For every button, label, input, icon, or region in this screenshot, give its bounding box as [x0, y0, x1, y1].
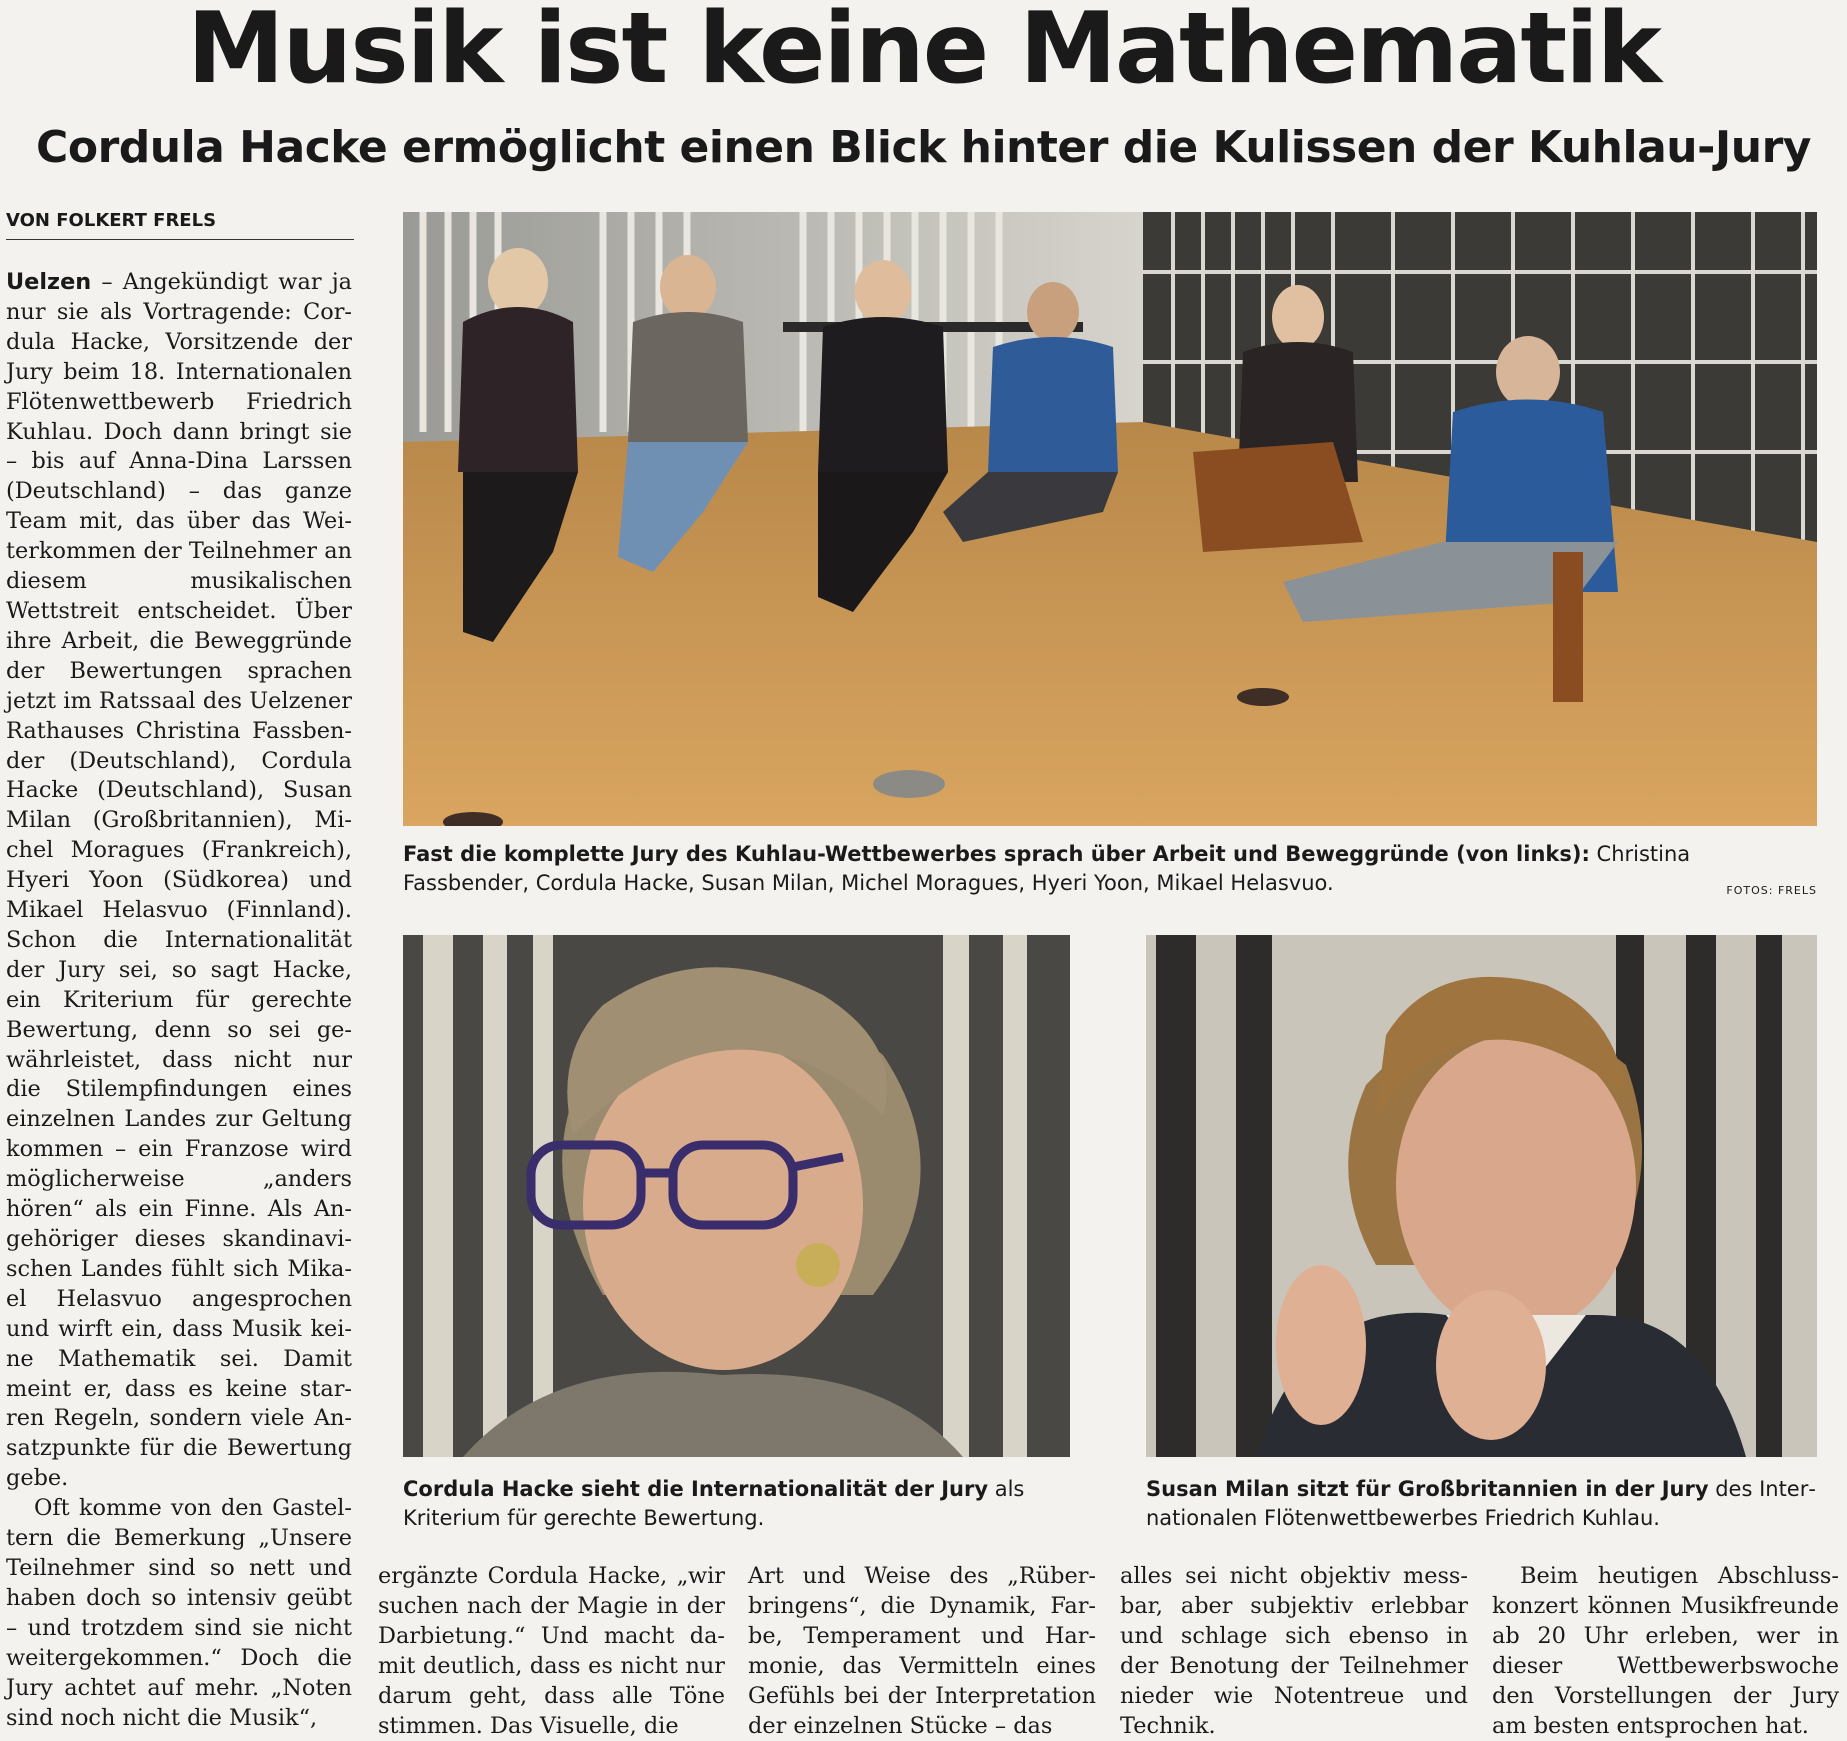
dateline: Uelzen [6, 269, 92, 295]
cordula-hacke-photo [403, 935, 1070, 1457]
article-column-1 [6, 268, 352, 1733]
article-column-4: alles sei nicht objektiv messbar, aber subjektiv erlebbar und schlage sich ebenso in der Benotung der Teilnehmer nieder wie Notentreue und Technik. [1120, 1563, 1468, 1739]
left-caption-text: als Kriterium für gerechte Bewertung. [403, 1477, 1025, 1530]
main-caption-text: Christina Fassbender, Cordula Hacke, Susan Milan, Michel Moragues, Hyeri Yoon, Mikael Helasvuo. [403, 842, 1691, 895]
right-caption-text: des Internationalen Flötenwettbewerbes Friedrich Kuhlau. [1146, 1477, 1816, 1530]
paragraph-1-text: – Angekündigt war ja nur sie als Vortragende: Cordula Hacke, Vorsitzende der Jury beim 18. Internationalen Flötenwettbewerb Friedrich Kuhlau. Doch dann bringt sie – bis auf Anna-Dina Larssen (Deutschland) – das ganze Team mit, das über das Weiterkommen der Teilnehmer an diesem musikalischen Wettstreit entscheidet. Über ihre Arbeit, die Beweggründe der Bewertungen sprachen jetzt im Ratssaal des Uelzener Rathauses Christina Fassbender (Deutschland), Cordula Hacke (Deutschland), Susan Milan (Großbritannien), Michel Moragues (Frankreich), Hyeri Yoon (Südkorea) und Mikael Helasvuo (Finnland). Schon die Internationalität der Jury sei, so sagt Hacke, ein Kriterium für gerechte Bewertung, denn so sei gewährleistet, dass nicht nur die Stilempfindungen eines einzelnen Landes zur Geltung kommen – ein Franzose wird möglicherweise „anders hören“ als ein Finne. Als Angehöriger dieses skandinavischen Landes fühlt sich Mikael Helasvuo angesprochen und wirft ein, dass Musik keine Mathematik sei. Damit meint er, dass es keine starren Regeln, sondern viele Ansatzpunkte für die Bewertung gebe. [6, 269, 352, 1492]
left-photo-caption [403, 1475, 1063, 1533]
left-caption-bold: Cordula Hacke sieht die Internationalität der Jury [403, 1477, 989, 1501]
paragraph-1 [6, 268, 352, 1494]
article-column-3: Art und Weise des „Rüberbringens“, die Dynamik, Farbe, Temperament und Harmonie, das Vermitteln eines Gefühls bei der Interpretation der einzelnen Stücke – das [748, 1563, 1096, 1739]
subheadline: Cordula Hacke ermöglicht einen Blick hinter die Kulissen der Kuhlau-Jury [36, 122, 1811, 173]
headline: Musik ist keine Mathematik [187, 0, 1660, 106]
susan-milan-photo [1146, 935, 1817, 1457]
jury-group-photo [403, 212, 1817, 826]
paragraph-2: Oft komme von den Gasteltern die Bemerkung „Unsere Teilnehmer sind so nett und haben doch so intensiv geübt – und trotzdem sind sie nicht weitergekommen.“ Doch die Jury achtet auf mehr. „Noten sind noch nicht die Musik“, [6, 1495, 352, 1731]
article-column-2: ergänzte Cordula Hacke, „wir suchen nach der Magie in der Darbietung.“ Und macht damit deutlich, dass es nicht nur darum geht, dass alle Töne stimmen. Das Visuelle, die [378, 1563, 725, 1739]
main-caption-bold: Fast die komplette Jury des Kuhlau-Wettbewerbes sprach über Arbeit und Beweggründe (von links): [403, 842, 1590, 866]
right-photo-caption [1146, 1475, 1817, 1533]
right-caption-bold: Susan Milan sitzt für Großbritannien in der Jury [1146, 1477, 1709, 1501]
photo-credit: FOTOS: FRELS [1726, 884, 1817, 897]
article-column-5: Beim heutigen Abschlusskonzert können Musikfreunde ab 20 Uhr erleben, wer in dieser Wettbewerbswoche den Vorstellungen der Jury am besten entsprochen hat. [1492, 1563, 1839, 1739]
main-photo-caption [403, 840, 1817, 898]
byline: VON FOLKERT FRELS [6, 210, 354, 240]
